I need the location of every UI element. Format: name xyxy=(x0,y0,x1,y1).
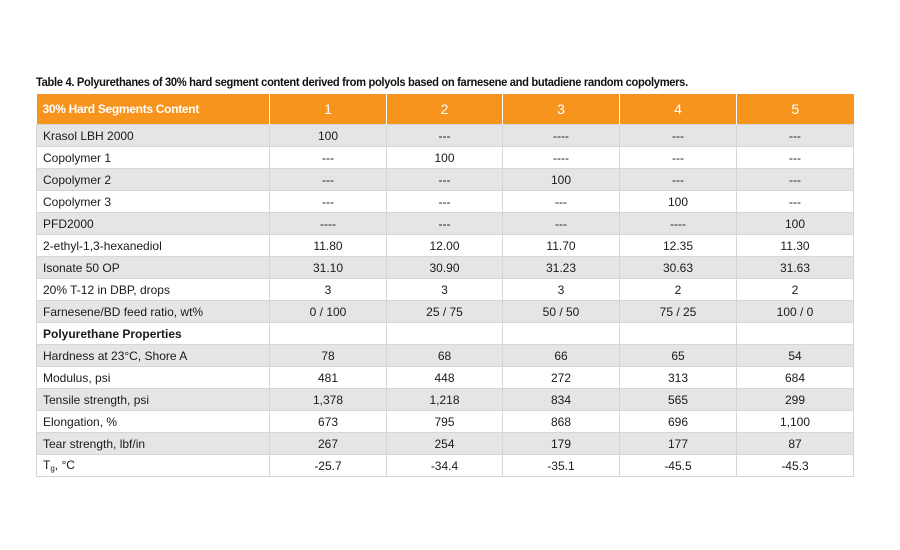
table-cell: 313 xyxy=(620,367,737,389)
table-cell: --- xyxy=(620,169,737,191)
table-cell: 50 / 50 xyxy=(503,301,620,323)
table-cell: 65 xyxy=(620,345,737,367)
row-label: Hardness at 23°C, Shore A xyxy=(37,345,270,367)
section-label: Polyurethane Properties xyxy=(37,323,270,345)
table-cell: 834 xyxy=(503,389,620,411)
table-cell: --- xyxy=(387,125,503,147)
table-header-row xyxy=(37,94,854,125)
table-cell: 25 / 75 xyxy=(387,301,503,323)
table-cell: 12.00 xyxy=(387,235,503,257)
table-cell: 100 xyxy=(270,125,387,147)
table-cell xyxy=(387,323,503,345)
table-cell: -35.1 xyxy=(503,455,620,477)
table-cell: -45.3 xyxy=(737,455,854,477)
table-cell: 11.30 xyxy=(737,235,854,257)
table-cell: 54 xyxy=(737,345,854,367)
table-cell: 31.10 xyxy=(270,257,387,279)
table-cell: 254 xyxy=(387,433,503,455)
section-header-row xyxy=(37,323,854,345)
table-cell: 272 xyxy=(503,367,620,389)
table-cell: 78 xyxy=(270,345,387,367)
table-row xyxy=(37,147,854,169)
table-cell: 100 xyxy=(737,213,854,235)
table-cell: 100 xyxy=(620,191,737,213)
table-cell: 2 xyxy=(737,279,854,301)
row-label: Isonate 50 OP xyxy=(37,257,270,279)
table-cell xyxy=(503,323,620,345)
table-cell: 100 xyxy=(387,147,503,169)
column-header: 2 xyxy=(387,94,503,125)
table-row xyxy=(37,257,854,279)
table-cell: 100 xyxy=(503,169,620,191)
table-cell: 0 / 100 xyxy=(270,301,387,323)
table-cell: 565 xyxy=(620,389,737,411)
table-cell: 448 xyxy=(387,367,503,389)
table-cell: 673 xyxy=(270,411,387,433)
table-row xyxy=(37,433,854,455)
row-label: Elongation, % xyxy=(37,411,270,433)
table-cell: 3 xyxy=(387,279,503,301)
table-cell: 31.63 xyxy=(737,257,854,279)
table-cell: 87 xyxy=(737,433,854,455)
table-cell: 66 xyxy=(503,345,620,367)
table-cell: ---- xyxy=(620,213,737,235)
row-label: Krasol LBH 2000 xyxy=(37,125,270,147)
table-cell: 179 xyxy=(503,433,620,455)
table-cell: 11.80 xyxy=(270,235,387,257)
table-cell: --- xyxy=(270,147,387,169)
table-cell: 3 xyxy=(503,279,620,301)
table-cell: --- xyxy=(503,191,620,213)
table-row xyxy=(37,191,854,213)
row-label: Copolymer 2 xyxy=(37,169,270,191)
table-cell: 696 xyxy=(620,411,737,433)
table-cell: --- xyxy=(620,147,737,169)
row-label: Tear strength, lbf/in xyxy=(37,433,270,455)
table-row xyxy=(37,125,854,147)
table-cell: 75 / 25 xyxy=(620,301,737,323)
table-cell: 177 xyxy=(620,433,737,455)
table-cell: 1,100 xyxy=(737,411,854,433)
table-cell xyxy=(737,323,854,345)
table-row xyxy=(37,213,854,235)
column-header: 1 xyxy=(270,94,387,125)
table-cell: --- xyxy=(270,191,387,213)
table-cell: --- xyxy=(737,147,854,169)
table-cell: 30.63 xyxy=(620,257,737,279)
table-cell: 868 xyxy=(503,411,620,433)
table-cell: -45.5 xyxy=(620,455,737,477)
table-cell: 30.90 xyxy=(387,257,503,279)
table-cell: 267 xyxy=(270,433,387,455)
table-row xyxy=(37,235,854,257)
table-cell: ---- xyxy=(503,125,620,147)
row-label-subscript: g xyxy=(50,464,55,473)
table-cell: 2 xyxy=(620,279,737,301)
table-row xyxy=(37,301,854,323)
table-row xyxy=(37,345,854,367)
row-label: Farnesene/BD feed ratio, wt% xyxy=(37,301,270,323)
table-cell: --- xyxy=(503,213,620,235)
table-caption: Table 4. Polyurethanes of 30% hard segment content derived from polyols based on farnesene and butadiene random copolymers. xyxy=(36,75,688,89)
column-header: 5 xyxy=(737,94,854,125)
table-cell: --- xyxy=(737,191,854,213)
table-cell: 299 xyxy=(737,389,854,411)
row-label: 2-ethyl-1,3-hexanediol xyxy=(37,235,270,257)
row-label xyxy=(37,455,270,477)
table-cell: -25.7 xyxy=(270,455,387,477)
row-label: Copolymer 1 xyxy=(37,147,270,169)
table-cell: 12.35 xyxy=(620,235,737,257)
table-cell: 481 xyxy=(270,367,387,389)
table-cell: --- xyxy=(270,169,387,191)
table-cell: 1,218 xyxy=(387,389,503,411)
row-label: Tensile strength, psi xyxy=(37,389,270,411)
table-cell: 68 xyxy=(387,345,503,367)
data-table xyxy=(36,94,854,477)
column-header: 3 xyxy=(503,94,620,125)
row-label: PFD2000 xyxy=(37,213,270,235)
row-label-main: T xyxy=(43,458,51,472)
row-label: Modulus, psi xyxy=(37,367,270,389)
table-cell: -34.4 xyxy=(387,455,503,477)
table-cell: 3 xyxy=(270,279,387,301)
table-cell: 100 / 0 xyxy=(737,301,854,323)
table-cell: --- xyxy=(737,169,854,191)
table-cell: --- xyxy=(387,191,503,213)
table-cell xyxy=(620,323,737,345)
table-cell: ---- xyxy=(503,147,620,169)
table-cell: 795 xyxy=(387,411,503,433)
table-row xyxy=(37,279,854,301)
row-label: Copolymer 3 xyxy=(37,191,270,213)
table-row xyxy=(37,389,854,411)
table-row xyxy=(37,367,854,389)
table-cell: --- xyxy=(387,213,503,235)
header-row-label: 30% Hard Segments Content xyxy=(37,94,270,125)
row-label: 20% T-12 in DBP, drops xyxy=(37,279,270,301)
table-cell: --- xyxy=(387,169,503,191)
table-cell: 684 xyxy=(737,367,854,389)
table-cell: --- xyxy=(737,125,854,147)
table-cell xyxy=(270,323,387,345)
table-row xyxy=(37,169,854,191)
table-row xyxy=(37,455,854,477)
table-cell: 1,378 xyxy=(270,389,387,411)
column-header: 4 xyxy=(620,94,737,125)
table-cell: 11.70 xyxy=(503,235,620,257)
row-label-unit: , °C xyxy=(54,458,75,472)
table-cell: --- xyxy=(620,125,737,147)
table-cell: 31.23 xyxy=(503,257,620,279)
table-row xyxy=(37,411,854,433)
table-cell: ---- xyxy=(270,213,387,235)
